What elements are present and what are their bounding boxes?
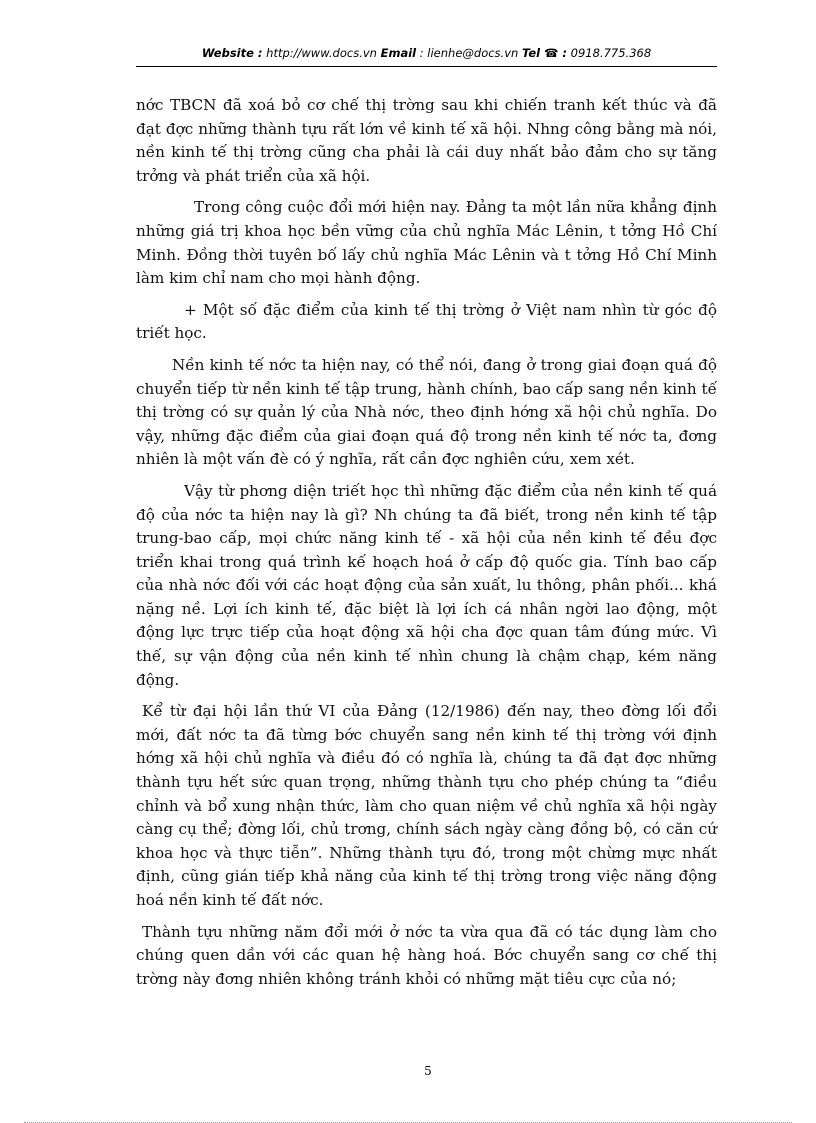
paragraph: Kể từ đại hội lần thứ VI của Đảng (12/1986) đến nay, theo đờng lối đổi mới, đất nớc ta đã từng bớc chuyển sang nền kinh tế thị trờng với định hớng xã hội chủ nghĩa và điều đó có nghĩa là, chúng ta đã đạt đợc những thành tựu hết sức quan trọng, những thành tựu cho phép chúng ta “điều chỉnh và bổ xung nhận thức, làm cho quan niệm về chủ nghĩa xã hội ngày càng cụ thể; đờng lối, chủ trơng, chính sách ngày càng đồng bộ, có căn cứ khoa học và thực tiễn”. Những thành tựu đó, trong một chừng mực nhất định, cũng gián tiếp khả năng của kinh tế thị trờng trong việc năng động hoá nền kinh tế đất nớc. xyxy=(136,702,717,909)
paragraph: Trong công cuộc đổi mới hiện nay. Đảng ta một lần nữa khẳng định những giá trị khoa học bền vững của chủ nghĩa Mác Lênin, t tởng Hồ Chí Minh. Đồng thời tuyên bố lấy chủ nghĩa Mác Lênin và t tởng Hồ Chí Minh làm kim chỉ nam cho mọi hành động. xyxy=(136,198,717,288)
website-url: http://www.docs.vn xyxy=(266,46,377,60)
paragraph: Thành tựu những năm đổi mới ở nớc ta vừa qua đã có tác dụng làm cho chúng quen dần với các quan hệ hàng hoá. Bớc chuyển sang cơ chế thị trờng này đơng nhiên không tránh khỏi có những mặt tiêu cực của nó; xyxy=(136,922,717,988)
email-label: Email xyxy=(380,46,417,60)
page-number: 5 xyxy=(424,1064,432,1078)
tel-label: Tel ☎ : xyxy=(521,46,568,60)
paragraph: Nền kinh tế nớc ta hiện nay, có thể nói, đang ở trong giai đoạn quá độ chuyển tiếp từ nền kinh tế tập trung, hành chính, bao cấp sang nền kinh tế thị trờng có sự quản lý của Nhà nớc, theo định hớng xã hội chủ nghĩa. Do vậy, những đặc điểm của giai đoạn quá độ trong nền kinh tế nớc ta, đơng nhiên là một vấn đè có ý nghĩa, rất cần đợc nghiên cứu, xem xét. xyxy=(136,355,717,469)
paragraph: Vậy từ phơng diện triết học thì những đặc điểm của nền kinh tế quá độ của nớc ta hiện nay là gì? Nh chúng ta đã biết, trong nền kinh tế tập trung-bao cấp, mọi chức năng kinh tế - xã hội của nền kinh tế đều đợc triển khai trong quá trình kế hoạch hoá ở cấp độ quốc gia. Tính bao cấp của nhà nớc đối với các hoạt động của sản xuất, lu thông, phân phối... khá nặng nề. Lợi ích kinh tế, đặc biệt là lợi ích cá nhân ngời lao động, một động lực trực tiếp của hoạt động xã hội cha đợc quan tâm đúng mức. Vì thế, sự vận động của nền kinh tế nhìn chung là chậm chạp, kém năng động. xyxy=(136,481,717,689)
website-label: Website : xyxy=(201,46,263,60)
tel-number: 0918.775.368 xyxy=(570,46,652,60)
paragraph: nớc TBCN đã xoá bỏ cơ chế thị trờng sau khi chiến tranh kết thúc và đã đạt đợc những thành tựu rất lớn về kinh tế xã hội. Nhng công bằng mà nói, nền kinh tế thị trờng cũng cha phải là cái duy nhất bảo đảm cho sự tăng trởng và phát triển của xã hội. xyxy=(136,96,717,185)
page-header xyxy=(136,46,717,60)
paragraph: + Một số đặc điểm của kinh tế thị trờng ở Việt nam nhìn từ góc độ triết học. xyxy=(136,300,717,343)
document-body xyxy=(136,94,717,991)
email-address: : lienhe@docs.vn xyxy=(419,46,519,60)
header-divider xyxy=(136,66,717,67)
